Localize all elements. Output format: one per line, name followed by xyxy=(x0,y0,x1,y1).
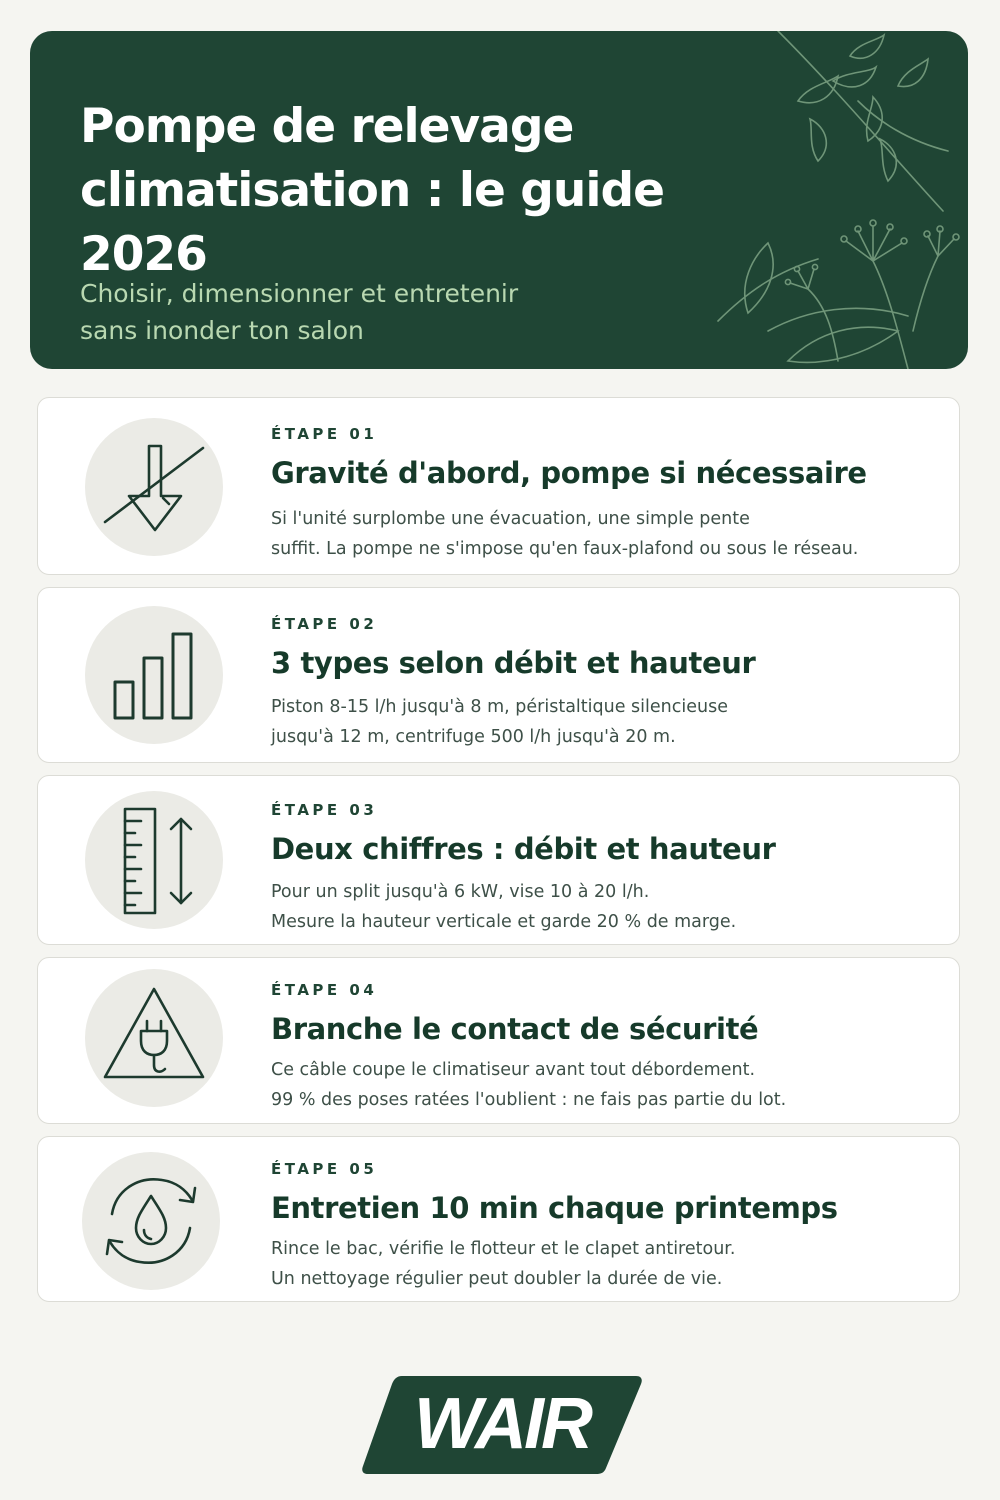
water-cycle-icon xyxy=(82,1152,220,1290)
step-2-icon-container xyxy=(85,606,223,744)
step-4-label: ÉTAPE 04 xyxy=(271,981,378,999)
step-3-description xyxy=(271,877,931,937)
step-3-title: Deux chiffres : débit et hauteur xyxy=(271,832,776,866)
step-2-description-line-1: Piston 8-15 l/h jusqu'à 8 m, péristaltique silencieuse xyxy=(271,697,728,717)
step-card-5 xyxy=(37,1136,960,1302)
step-3-label: ÉTAPE 03 xyxy=(271,801,378,819)
brand-logo xyxy=(362,1372,642,1476)
step-5-description-line-1: Rince le bac, vérifie le flotteur et le clapet antiretour. xyxy=(271,1239,736,1259)
step-2-description xyxy=(271,692,931,752)
step-1-label: ÉTAPE 01 xyxy=(271,425,378,443)
crossed-down-arrow-icon xyxy=(85,418,223,556)
page-subtitle-line-1: Choisir, dimensionner et entretenir xyxy=(80,279,519,308)
step-4-title: Branche le contact de sécurité xyxy=(271,1012,759,1046)
step-card-3 xyxy=(37,775,960,945)
page-title xyxy=(80,95,780,287)
step-4-icon-container xyxy=(85,969,223,1107)
step-1-icon-container xyxy=(85,418,223,556)
page-subtitle xyxy=(80,275,640,349)
page-subtitle-line-2: sans inonder ton salon xyxy=(80,316,364,345)
warning-plug-icon xyxy=(85,969,223,1107)
step-card-4 xyxy=(37,957,960,1124)
step-4-description-line-2: 99 % des poses ratées l'oublient : ne fais pas partie du lot. xyxy=(271,1090,787,1110)
step-card-1 xyxy=(37,397,960,575)
step-card-2 xyxy=(37,587,960,763)
step-1-description-line-1: Si l'unité surplombe une évacuation, une simple pente xyxy=(271,509,750,529)
step-1-description-line-2: suffit. La pompe ne s'impose qu'en faux-plafond ou sous le réseau. xyxy=(271,539,859,559)
step-5-description xyxy=(271,1234,931,1294)
step-1-title: Gravité d'abord, pompe si nécessaire xyxy=(271,456,867,490)
step-3-description-line-2: Mesure la hauteur verticale et garde 20 % de marge. xyxy=(271,912,737,932)
step-5-label: ÉTAPE 05 xyxy=(271,1160,378,1178)
page-title-line-1: Pompe de relevage xyxy=(80,99,574,154)
step-5-description-line-2: Un nettoyage régulier peut doubler la durée de vie. xyxy=(271,1269,723,1289)
bar-chart-icon xyxy=(85,606,223,744)
step-2-label: ÉTAPE 02 xyxy=(271,615,378,633)
logo-text: WAIR xyxy=(414,1384,590,1464)
step-3-description-line-1: Pour un split jusqu'à 6 kW, vise 10 à 20 l/h. xyxy=(271,882,650,902)
step-5-icon-container xyxy=(82,1152,220,1290)
step-2-title: 3 types selon débit et hauteur xyxy=(271,646,756,680)
step-4-description xyxy=(271,1055,931,1115)
step-1-description xyxy=(271,504,931,564)
hero-banner xyxy=(30,31,968,369)
ruler-height-icon xyxy=(85,791,223,929)
step-4-description-line-1: Ce câble coupe le climatiseur avant tout débordement. xyxy=(271,1060,756,1080)
page-title-line-2: climatisation : le guide 2026 xyxy=(80,163,664,282)
step-2-description-line-2: jusqu'à 12 m, centrifuge 500 l/h jusqu'à 20 m. xyxy=(271,727,676,747)
step-5-title: Entretien 10 min chaque printemps xyxy=(271,1191,838,1225)
step-3-icon-container xyxy=(85,791,223,929)
